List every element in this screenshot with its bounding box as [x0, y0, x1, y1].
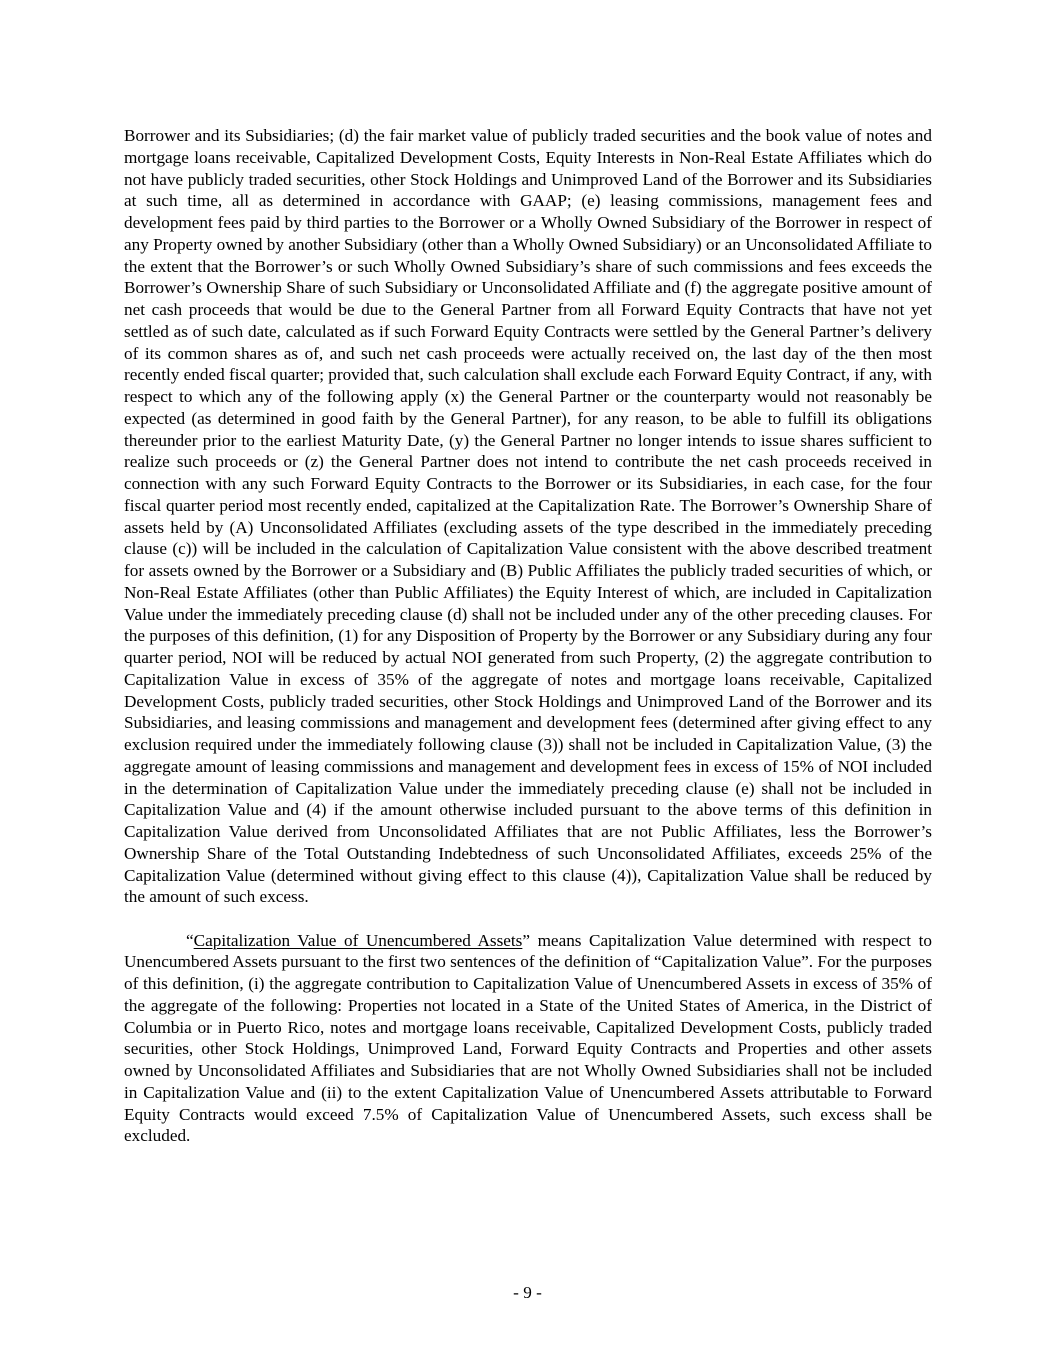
page-number: - 9 -: [513, 1283, 542, 1302]
open-quote: “: [186, 930, 194, 950]
definition-text: ” means Capitalization Value determined with respect to Unencumbered Assets pursuant to the first two sentences of the definition of “Capitalization Value”. For the purposes of this definition, (i) the aggregate contribution to Capitalization Value of Unencumbered Assets in excess of 35% of the aggregate of the following: Properties not located in a State of the United States of America, in the District of Columbia or in Puerto Rico, notes and mortgage loans receivable, Capitalized Development Costs, publicly traded securities, other Stock Holdings, Unimproved Land, Forward Equity Contracts and Properties and other assets owned by Unconsolidated Affiliates and Subsidiaries that are not Wholly Owned Subsidiaries shall not be included in Capitalization Value and (ii) to the extent Capitalization Value of Unencumbered Assets attributable to Forward Equity Contracts would exceed 7.5% of Capitalization Value of Unencumbered Assets, such excess shall be excluded.: [124, 930, 932, 1146]
paragraph-capitalization-value-unencumbered-assets: [124, 930, 932, 1148]
defined-term: Capitalization Value of Unencumbered Assets: [193, 930, 523, 950]
document-body: [124, 125, 932, 1147]
paragraph-capitalization-value-continued: Borrower and its Subsidiaries; (d) the fair market value of publicly traded securities and the book value of notes and mortgage loans receivable, Capitalized Development Costs, Equity Interests in Non-Real Estate Affiliates which do not have publicly traded securities, other Stock Holdings and Unimproved Land of the Borrower and its Subsidiaries at such time, all as determined in accordance with GAAP; (e) leasing commissions, management fees and development fees paid by third parties to the Borrower or a Wholly Owned Subsidiary of the Borrower in respect of any Property owned by another Subsidiary (other than a Wholly Owned Subsidiary) or an Unconsolidated Affiliate to the extent that the Borrower’s or such Wholly Owned Subsidiary’s share of such commissions and fees exceeds the Borrower’s Ownership Share of such Subsidiary or Unconsolidated Affiliate and (f) the aggregate positive amount of net cash proceeds that would be due to the General Partner from all Forward Equity Contracts that have not yet settled as of such date, calculated as if such Forward Equity Contracts were settled by the General Partner’s delivery of its common shares as of, and such net cash proceeds were actually received on, the last day of the then most recently ended fiscal quarter; provided that, such calculation shall exclude each Forward Equity Contract, if any, with respect to which any of the following apply (x) the General Partner or the counterparty would not reasonably be expected (as determined in good faith by the General Partner), for any reason, to be able to fulfill its obligations thereunder prior to the earliest Maturity Date, (y) the General Partner no longer intends to issue shares sufficient to realize such proceeds or (z) the General Partner does not intend to contribute the net cash proceeds received in connection with any such Forward Equity Contracts to the Borrower or its Subsidiaries, in each case, for the four fiscal quarter period most recently ended, capitalized at the Capitalization Rate. The Borrower’s Ownership Share of assets held by (A) Unconsolidated Affiliates (excluding assets of the type described in the immediately preceding clause (c)) will be included in the calculation of Capitalization Value consistent with the above described treatment for assets owned by the Borrower or a Subsidiary and (B) Public Affiliates the publicly traded securities of which, or Non-Real Estate Affiliates (other than Public Affiliates) the Equity Interest of which, are included in Capitalization Value under the immediately preceding clause (d) shall not be included under any of the other preceding clauses. For the purposes of this definition, (1) for any Disposition of Property by the Borrower or any Subsidiary during any four quarter period, NOI will be reduced by actual NOI generated from such Property, (2) the aggregate contribution to Capitalization Value in excess of 35% of the aggregate of notes and mortgage loans receivable, Capitalized Development Costs, publicly traded securities, other Stock Holdings and Unimproved Land of the Borrower and its Subsidiaries, and leasing commissions and management and development fees (determined after giving effect to any exclusion required under the immediately following clause (3)) shall not be included in Capitalization Value, (3) the aggregate amount of leasing commissions and management and development fees in excess of 15% of NOI included in the determination of Capitalization Value under the immediately preceding clause (e) shall not be included in Capitalization Value and (4) if the amount otherwise included pursuant to the above terms of this definition in Capitalization Value derived from Unconsolidated Affiliates that are not Public Affiliates, less the Borrower’s Ownership Share of the Total Outstanding Indebtedness of such Unconsolidated Affiliates, exceeds 25% of the Capitalization Value (determined without giving effect to this clause (4)), Capitalization Value shall be reduced by the amount of such excess.: [124, 126, 932, 907]
